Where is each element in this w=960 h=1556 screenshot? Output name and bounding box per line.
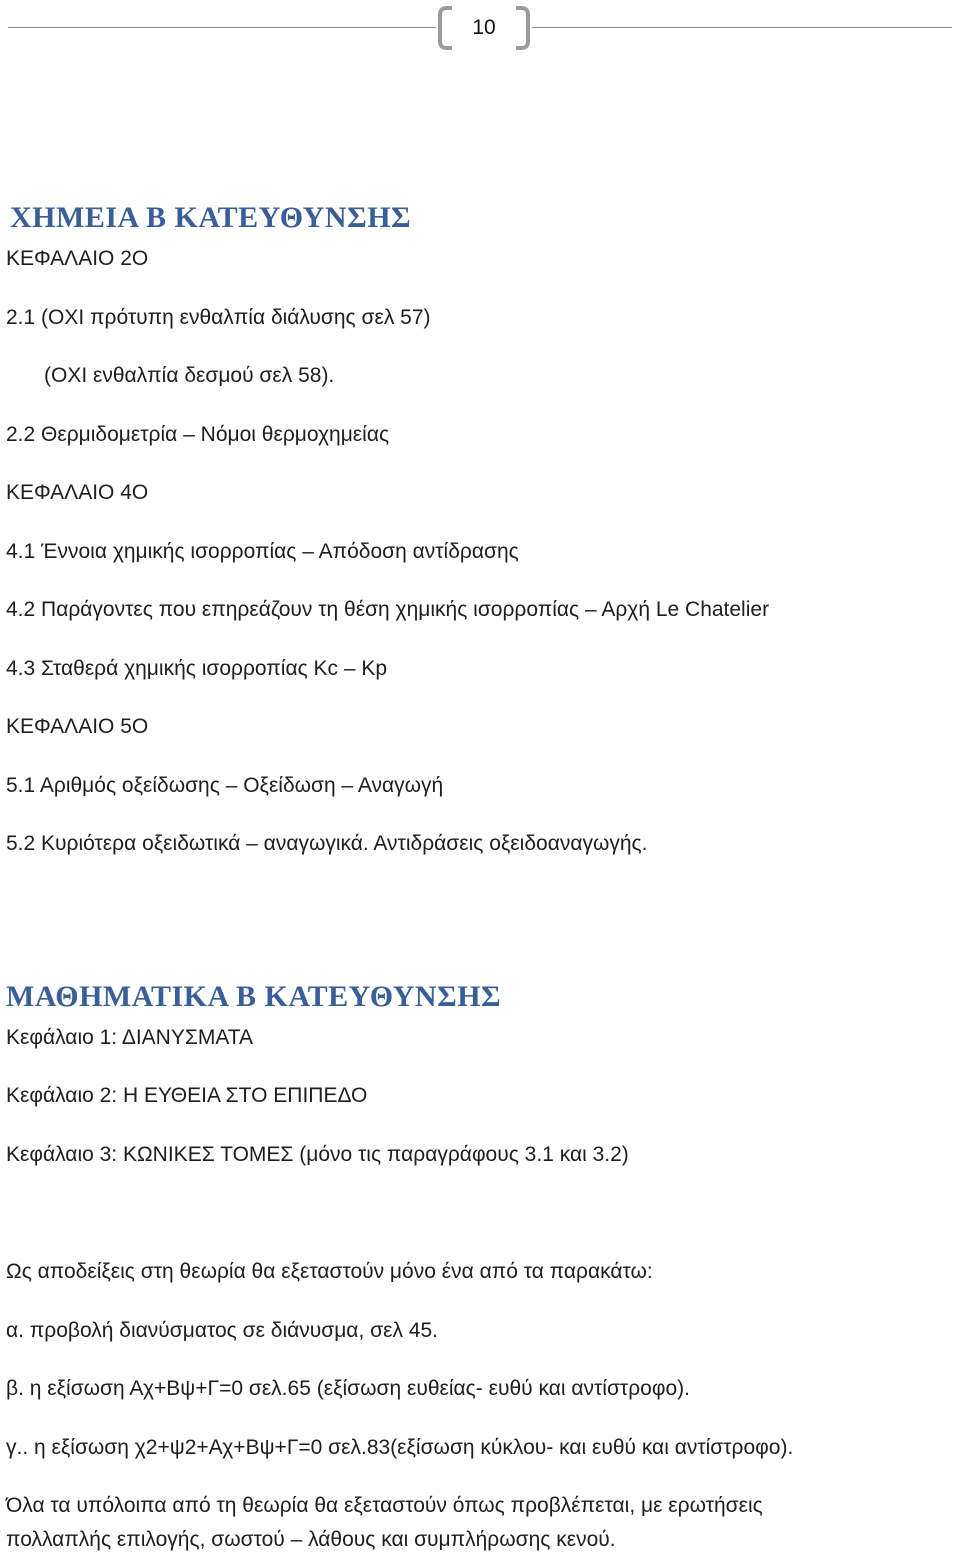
page-number-box bbox=[438, 6, 530, 50]
chemistry-item-2-1-note: (ΟΧΙ ενθαλπία δεσμού σελ 58). bbox=[44, 364, 335, 387]
chemistry-item-5-1: 5.1 Αριθμός οξείδωσης – Οξείδωση – Αναγωγή bbox=[6, 774, 444, 797]
chemistry-item-4-2: 4.2 Παράγοντες που επηρεάζουν τη θέση χημικής ισορροπίας – Αρχή Le Chatelier bbox=[6, 598, 770, 621]
mathematics-proof-a: α. προβολή διανύσματος σε διάνυσμα, σελ 45. bbox=[6, 1319, 438, 1342]
header-rule-left bbox=[8, 27, 436, 28]
chemistry-item-2-2: 2.2 Θερμιδομετρία – Νόμοι θερμοχημείας bbox=[6, 423, 390, 446]
chemistry-chapter-4-heading: ΚΕΦΑΛΑΙΟ 4Ο bbox=[6, 481, 149, 504]
mathematics-chapter-3: Κεφάλαιο 3: ΚΩΝΙΚΕΣ ΤΟΜΕΣ (μόνο τις παραγράφους 3.1 και 3.2) bbox=[6, 1143, 629, 1166]
page-header bbox=[0, 0, 960, 56]
mathematics-chapter-1: Κεφάλαιο 1: ΔΙΑΝΥΣΜΑΤΑ bbox=[6, 1026, 254, 1049]
chemistry-title: ΧΗΜΕΙΑ Β ΚΑΤΕΥΘΥΝΣΗΣ bbox=[10, 201, 412, 234]
chemistry-item-4-3: 4.3 Σταθερά χημικής ισορροπίας Kc – Kp bbox=[6, 657, 388, 680]
chemistry-chapter-2-heading: ΚΕΦΑΛΑΙΟ 2Ο bbox=[6, 247, 149, 270]
mathematics-proof-c: γ.. η εξίσωση χ2+ψ2+Αχ+Βψ+Γ=0 σελ.83(εξίσωση κύκλου- και ευθύ και αντίστροφο). bbox=[6, 1436, 794, 1459]
mathematics-proof-b: β. η εξίσωση Αχ+Βψ+Γ=0 σελ.65 (εξίσωση ευθείας- ευθύ και αντίστροφο). bbox=[6, 1377, 690, 1400]
chemistry-item-2-1: 2.1 (ΟΧΙ πρότυπη ενθαλπία διάλυσης σελ 57) bbox=[6, 306, 431, 329]
mathematics-closing-line-2: πολλαπλής επιλογής, σωστού – λάθους και συμπλήρωσης κενού. bbox=[6, 1528, 616, 1551]
chemistry-chapter-5-heading: ΚΕΦΑΛΑΙΟ 5Ο bbox=[6, 715, 149, 738]
mathematics-title: ΜΑΘΗΜΑΤΙΚΑ Β ΚΑΤΕΥΘΥΝΣΗΣ bbox=[6, 980, 502, 1013]
chemistry-item-4-1: 4.1 Έννοια χημικής ισορροπίας – Απόδοση αντίδρασης bbox=[6, 540, 519, 563]
mathematics-closing-line-1: Όλα τα υπόλοιπα από τη θεωρία θα εξεταστούν όπως προβλέπεται, με ερωτήσεις bbox=[6, 1494, 763, 1517]
header-rule-right bbox=[532, 27, 952, 28]
page-number: 10 bbox=[472, 16, 496, 39]
mathematics-proofs-intro: Ως αποδείξεις στη θεωρία θα εξεταστούν μόνο ένα από τα παρακάτω: bbox=[6, 1260, 653, 1283]
mathematics-chapter-2: Κεφάλαιο 2: Η ΕΥΘΕΙΑ ΣΤΟ ΕΠΙΠΕΔΟ bbox=[6, 1084, 368, 1107]
chemistry-item-5-2: 5.2 Κυριότερα οξειδωτικά – αναγωγικά. Αντιδράσεις οξειδοαναγωγής. bbox=[6, 832, 648, 855]
